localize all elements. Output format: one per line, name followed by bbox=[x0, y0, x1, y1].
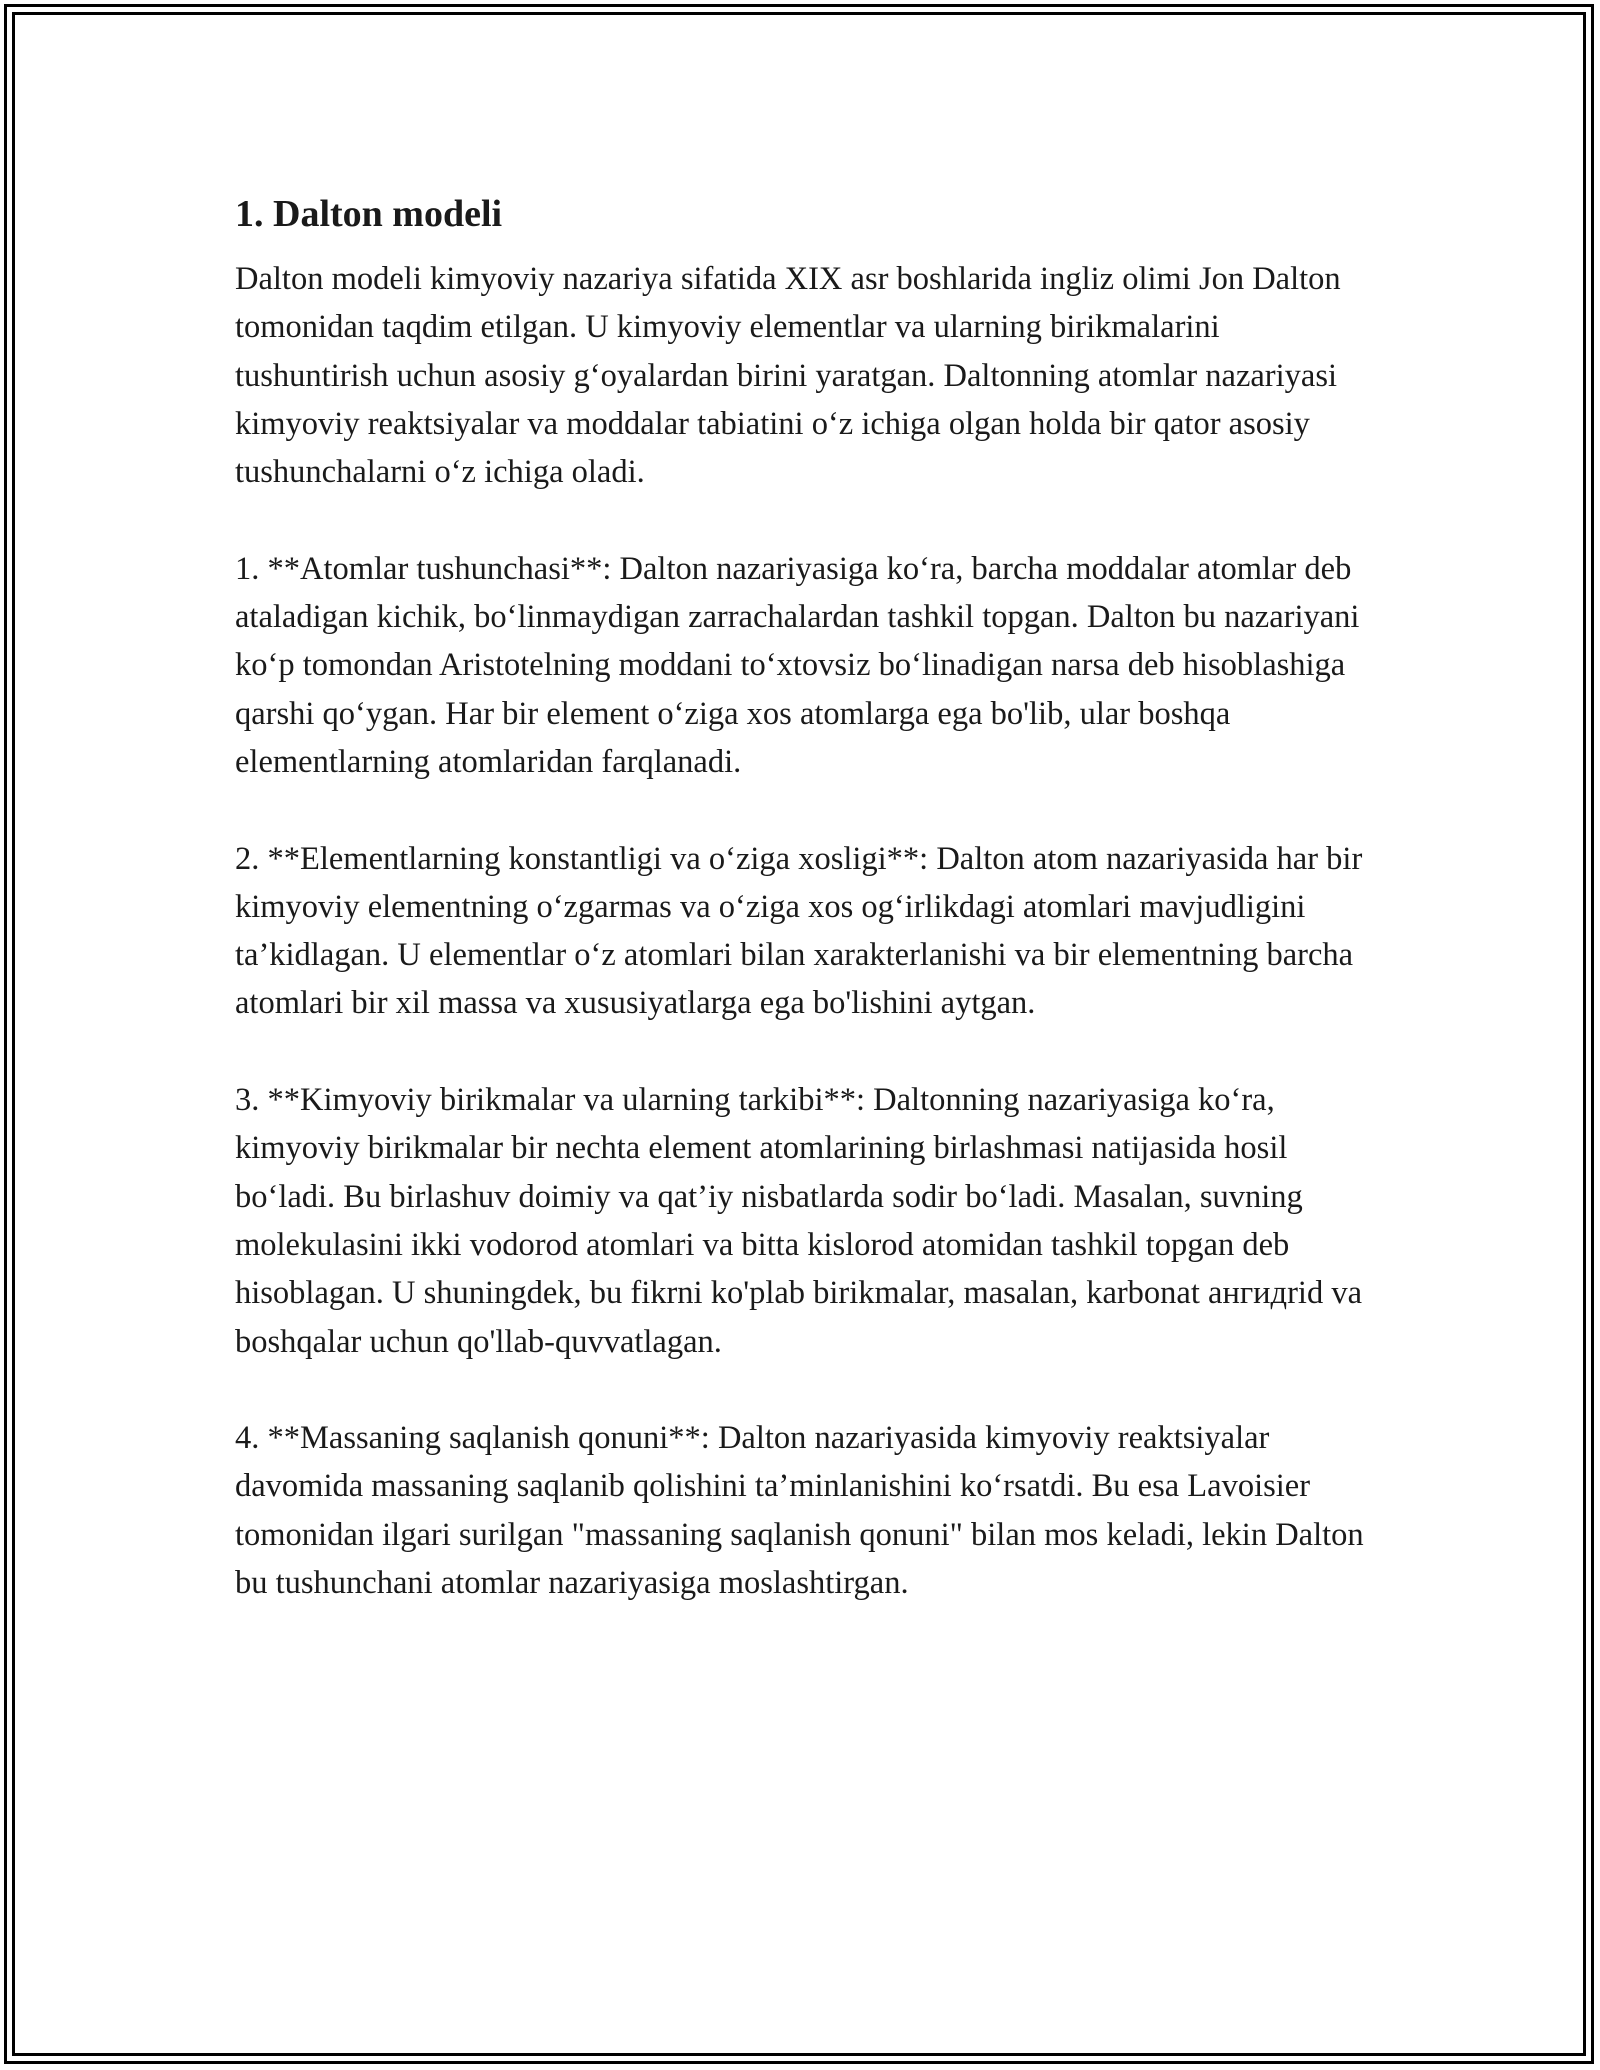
paragraph-chemical-compounds: 3. **Kimyoviy birikmalar va ularning tarkibi**: Daltonning nazariyasiga ko‘ra, kimyoviy birikmalar bir nechta element atomlarining birlashmasi natijasida hosil bo‘ladi. Bu birlashuv doimiy va qat’iy nisbatlarda sodir bo‘ladi. Masalan, suvning molekulasini ikki vodorod atomlari va bitta kislorod atomidan tashkil topgan deb hisoblagan. U shuningdek, bu fikrni ko'plab birikmalar, masalan, karbonat ангидrid va boshqalar uchun qo'llab-quvvatlagan. bbox=[235, 1082, 1362, 1360]
section-title: 1. Dalton modeli bbox=[235, 193, 503, 235]
paragraph-elements-constancy: 2. **Elementlarning konstantligi va o‘ziga xosligi**: Dalton atom nazariyasida har bir kimyoviy elementning o‘zgarmas va o‘ziga xos og‘irlikdagi atomlari mavjudligini ta’kidlagan. U elementlar o‘z atomlari bilan xarakterlanishi va bir elementning barcha atomlari bir xil massa va xususiyatlarga ega bo'lishini aytgan. bbox=[235, 840, 1363, 1022]
document-body bbox=[235, 185, 1365, 1656]
intro-paragraph: Dalton modeli kimyoviy nazariya sifatida XIX asr boshlarida ingliz olimi Jon Dalton tomonidan taqdim etilgan. U kimyoviy elementlar va ularning birikmalarini tushuntirish uchun asosiy g‘oyalardan birini yaratgan. Daltonning atomlar nazariyasi kimyoviy reaktsiyalar va moddalar tabiatini o‘z ichiga olgan holda bir qator asosiy tushunchalarni o‘z ichiga oladi. bbox=[235, 261, 1341, 491]
paragraph-mass-conservation: 4. **Massaning saqlanish qonuni**: Dalton nazariyasida kimyoviy reaktsiyalar davomida massaning saqlanib qolishini ta’minlanishini ko‘rsatdi. Bu esa Lavoisier tomonidan ilgari surilgan "massaning saqlanish qonuni" bilan mos keladi, lekin Dalton bu tushunchani atomlar nazariyasiga moslashtirgan. bbox=[235, 1420, 1364, 1602]
paragraph-atoms-concept: 1. **Atomlar tushunchasi**: Dalton nazariyasiga ko‘ra, barcha moddalar atomlar deb ataladigan kichik, bo‘linmaydigan zarrachalardan tashkil topgan. Dalton bu nazariyani ko‘p tomondan Aristotelning moddani to‘xtovsiz bo‘linadigan narsa deb hisoblashiga qarshi qo‘ygan. Har bir element o‘ziga xos atomlarga ega bo'lib, ular boshqa elementlarning atomlaridan farqlanadi. bbox=[235, 550, 1360, 780]
